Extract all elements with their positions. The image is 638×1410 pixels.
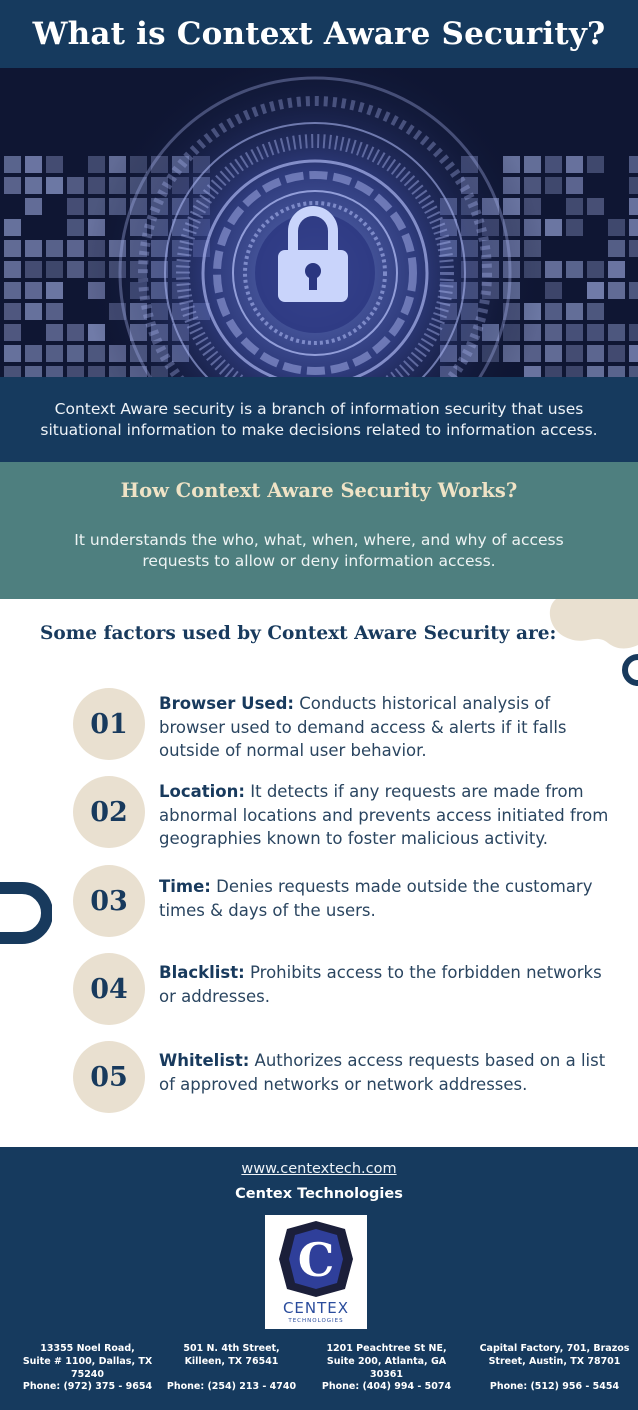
factor-text: [159, 692, 615, 763]
footer: [0, 1147, 638, 1410]
factor-description: Authorizes access requests based on a list of approved networks or network addresses.: [159, 1051, 606, 1094]
factor-label: Time:: [159, 877, 211, 896]
factor-text: [159, 780, 615, 851]
company-name: Centex Technologies: [235, 1186, 403, 1202]
factor-number: 02: [73, 776, 145, 848]
padlock-icon: [0, 68, 638, 377]
factors-section: [0, 599, 638, 1147]
factor-number: 03: [73, 865, 145, 937]
address-line: 13355 Noel Road,: [40, 1343, 135, 1354]
office-phone-dallas: Phone: (972) 375 - 9654: [22, 1381, 153, 1392]
address-line: Suite 200, Atlanta, GA 30361: [326, 1356, 447, 1380]
logo-subword: TECHNOLOGIES: [288, 1318, 344, 1324]
address-line: Killeen, TX 76541: [184, 1356, 279, 1367]
decorative-blob: [548, 599, 638, 651]
address-line: 501 N. 4th Street,: [183, 1343, 280, 1354]
address-line: Capital Factory, 701, Brazos: [479, 1343, 630, 1354]
office-address-killeen: [154, 1342, 309, 1368]
decorative-arc-left: [0, 882, 52, 944]
logo-word: CENTEX: [282, 1299, 350, 1317]
factor-number: 05: [73, 1041, 145, 1113]
office-phone-austin: Phone: (512) 956 - 5454: [489, 1381, 620, 1392]
centex-logo: [265, 1215, 367, 1329]
how-it-works-title: How Context Aware Security Works?: [120, 479, 518, 502]
factor-label: Blacklist:: [159, 963, 245, 982]
how-it-works-section: [0, 462, 638, 599]
office-address-austin: [477, 1342, 632, 1368]
title-banner: [0, 0, 638, 68]
logo-mark: [265, 1215, 367, 1329]
office-address-atlanta: [309, 1342, 464, 1381]
logo-letter: C: [297, 1233, 335, 1287]
office-phone-killeen: Phone: (254) 213 - 4740: [166, 1381, 297, 1392]
hero-image: [0, 68, 638, 377]
intro-section: [0, 377, 638, 462]
address-line: Street, Austin, TX 78701: [488, 1356, 621, 1367]
page-title: What is Context Aware Security?: [32, 16, 606, 52]
address-line: Suite # 1100, Dallas, TX 75240: [22, 1356, 153, 1380]
factor-number: 04: [73, 953, 145, 1025]
website-link[interactable]: www.centextech.com: [241, 1161, 397, 1177]
factor-number: 01: [73, 688, 145, 760]
address-line: 1201 Peachtree St NE,: [326, 1343, 447, 1354]
factor-text: [159, 961, 615, 1008]
factor-description: Denies requests made outside the customary times & days of the users.: [159, 877, 593, 920]
factor-text: [159, 1049, 615, 1096]
factor-label: Location:: [159, 782, 245, 801]
website-row: [0, 1158, 638, 1177]
factor-description: It detects if any requests are made from abnormal locations and prevents access initiated from geographies known to foster malicious activity.: [159, 782, 609, 848]
factor-text: [159, 875, 615, 922]
decorative-arc-right: [614, 653, 638, 687]
factor-description: Conducts historical analysis of browser used to demand access & alerts if it falls outside of normal user behavior.: [159, 694, 567, 760]
intro-text: Context Aware security is a branch of information security that uses situational information to make decisions related to information access.: [40, 399, 598, 439]
office-phone-atlanta: Phone: (404) 994 - 5074: [321, 1381, 452, 1392]
factors-heading: Some factors used by Context Aware Security are:: [40, 623, 557, 644]
how-it-works-text: It understands the who, what, when, where, and why of access requests to allow or deny information access.: [74, 531, 564, 570]
factor-label: Whitelist:: [159, 1051, 250, 1070]
factor-label: Browser Used:: [159, 694, 295, 713]
office-address-dallas: [10, 1342, 165, 1381]
factor-description: Prohibits access to the forbidden networks or addresses.: [159, 963, 602, 1006]
